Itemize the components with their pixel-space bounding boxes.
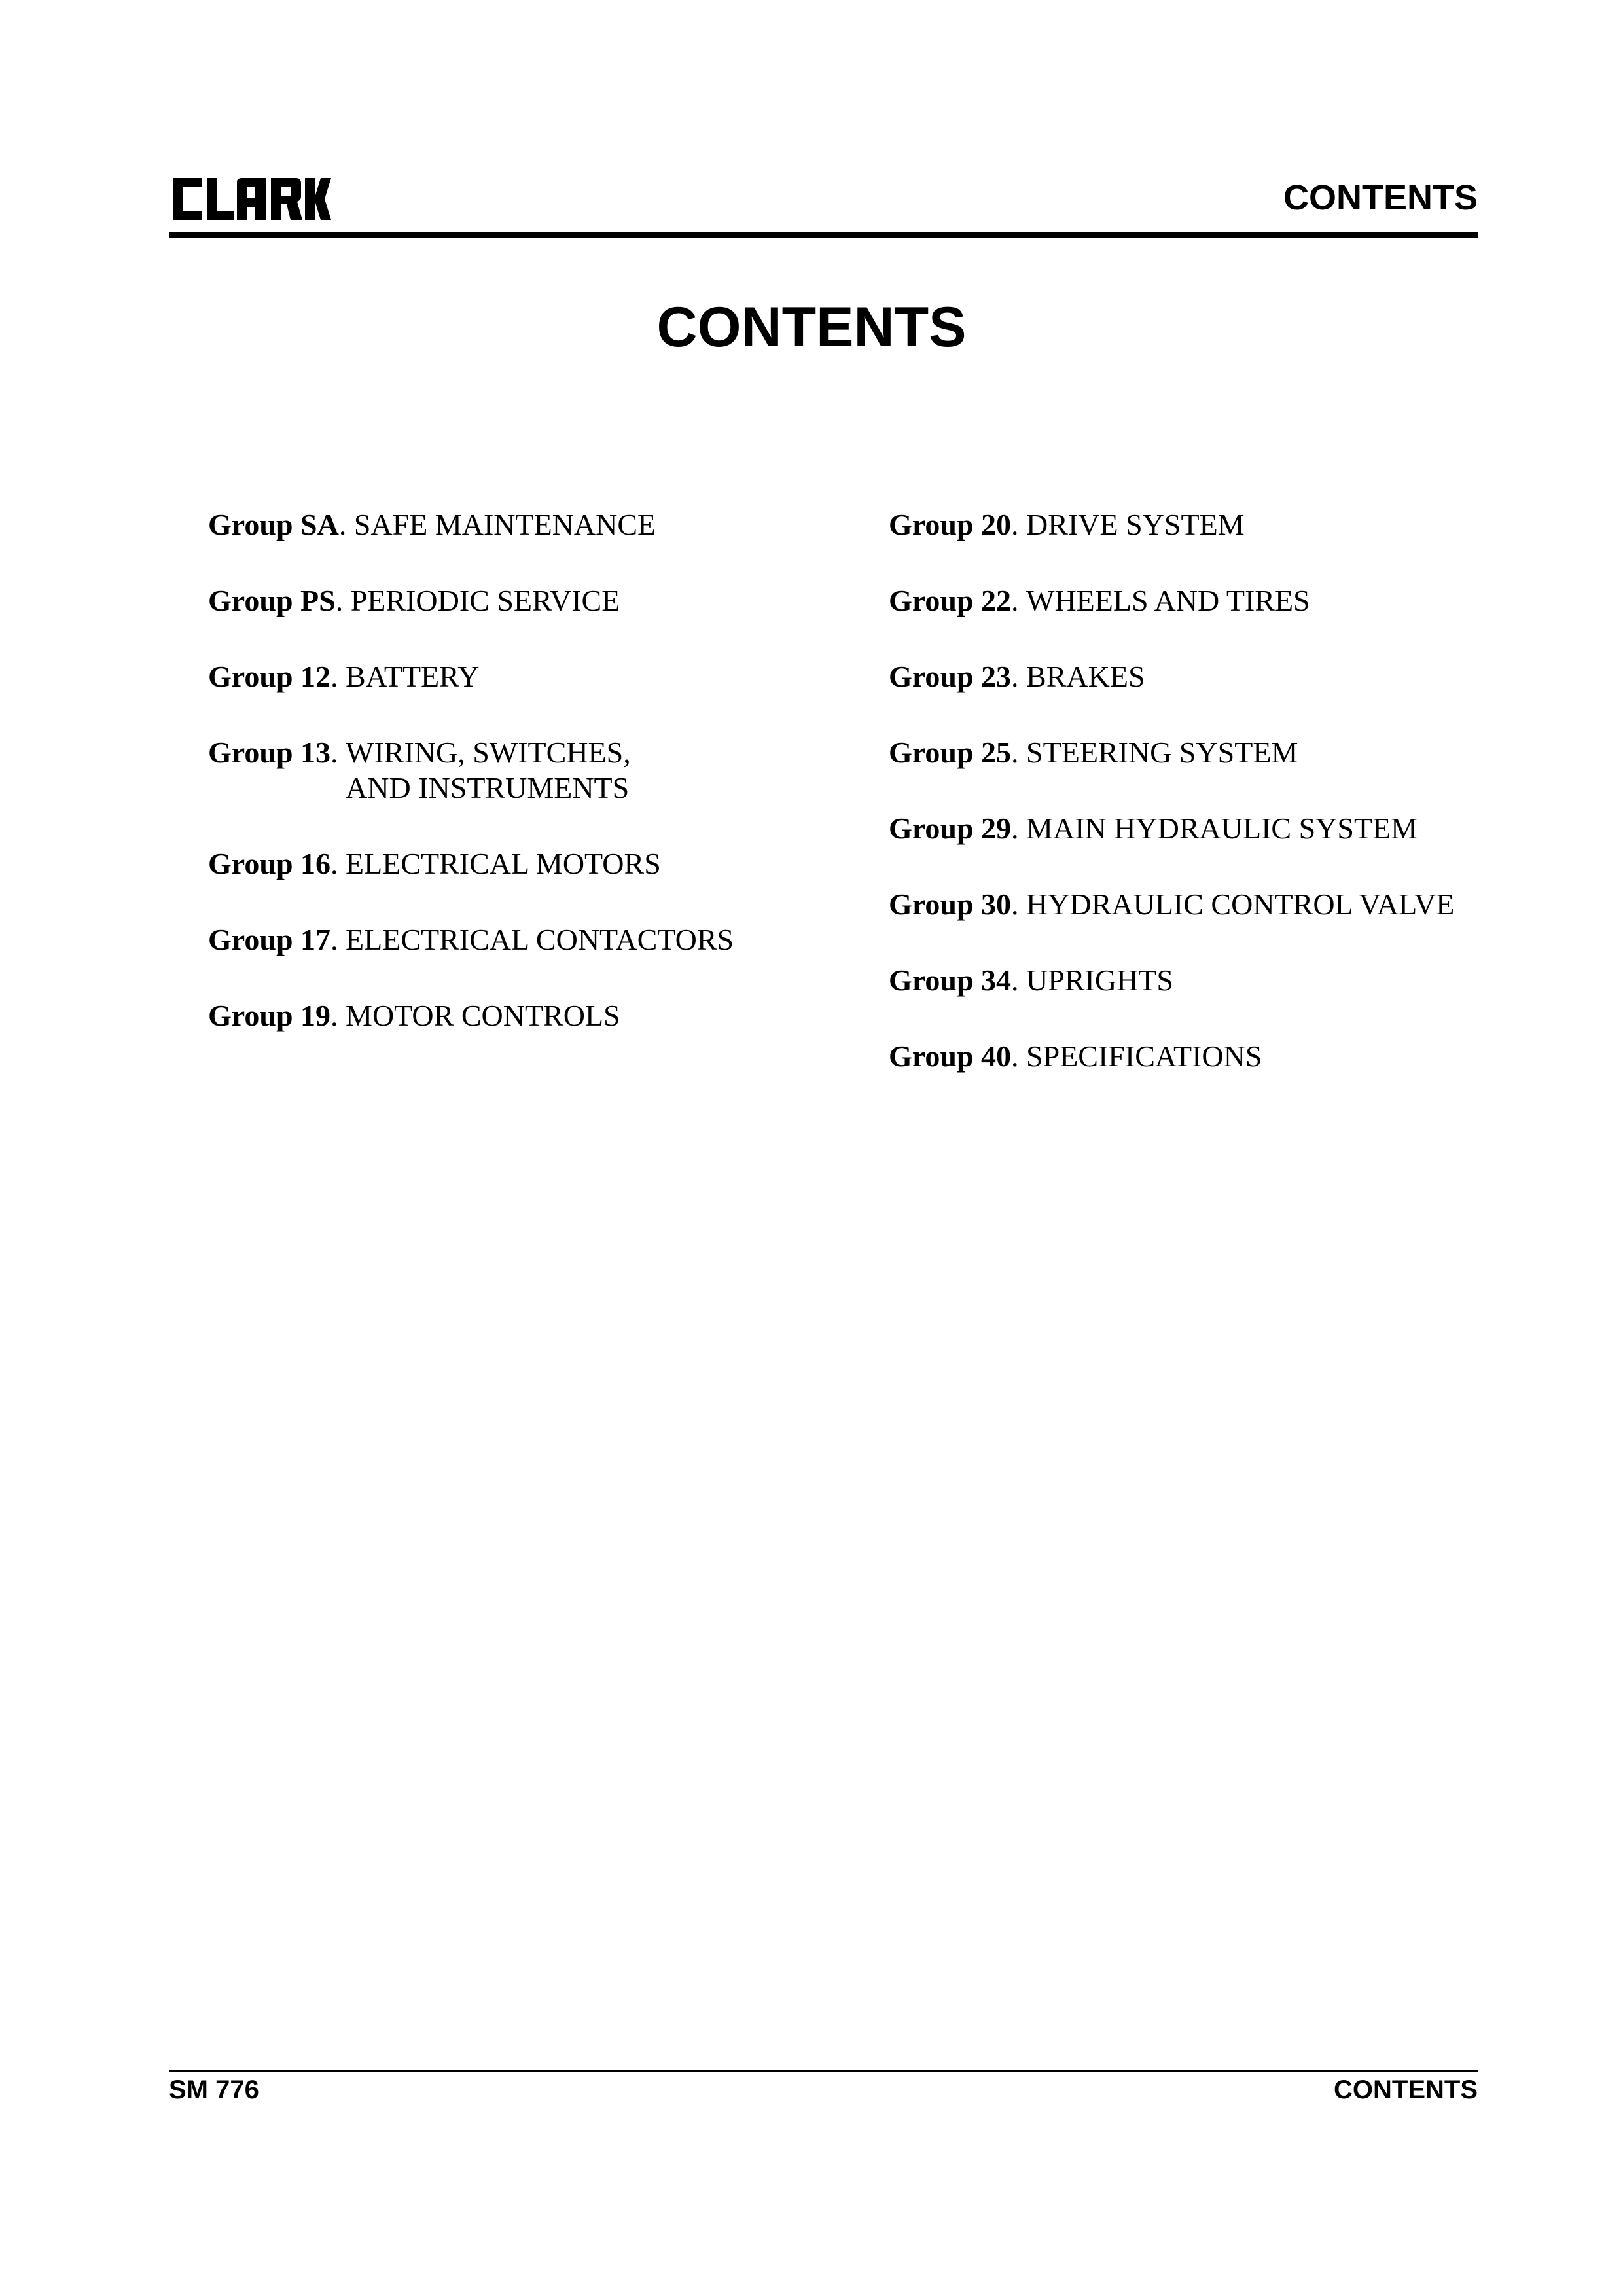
toc-entry-title	[346, 846, 661, 882]
toc-entry-title	[1026, 583, 1310, 619]
toc-entry-group-label: Group 13	[208, 736, 331, 769]
toc-entry-title-line: SAFE MAINTENANCE	[353, 508, 656, 541]
toc-entry-title	[346, 659, 479, 694]
toc-entry	[889, 583, 1478, 619]
toc-entry-group-label: Group 25	[889, 736, 1012, 769]
toc-entry-separator: .	[1011, 812, 1027, 845]
toc-entry	[889, 963, 1478, 998]
toc-entry	[208, 583, 863, 619]
footer-section-title: CONTENTS	[1334, 2075, 1478, 2104]
toc-entry-title-line: ELECTRICAL MOTORS	[346, 847, 661, 880]
toc-entry-group-label: Group 30	[889, 888, 1012, 921]
clark-logo	[169, 173, 332, 225]
toc-entry-title	[1026, 735, 1298, 770]
toc-entry-separator: .	[338, 508, 354, 541]
page-title: CONTENTS	[656, 296, 967, 359]
toc-entry	[889, 659, 1478, 694]
toc-entry-separator: .	[1011, 1039, 1027, 1073]
toc-entry-title	[1026, 507, 1245, 543]
toc-entry-title	[346, 735, 631, 806]
toc-entry-title	[1026, 811, 1418, 846]
toc-entry-separator: .	[1011, 660, 1027, 693]
toc-entry-group-label: Group 22	[889, 584, 1012, 617]
toc-entry-title	[1026, 659, 1145, 694]
toc-entry-title-line: PERIODIC SERVICE	[350, 584, 620, 617]
toc-entry-separator: .	[330, 847, 346, 880]
toc-entry	[208, 846, 863, 882]
toc-entry-separator: .	[330, 999, 346, 1032]
toc-entry	[208, 922, 863, 958]
toc-entry-title-line: HYDRAULIC CONTROL VALVE	[1026, 888, 1455, 921]
toc-entry-group-label: Group 20	[889, 508, 1012, 541]
toc-right-column	[889, 507, 1478, 1115]
toc-entry	[889, 735, 1478, 770]
toc-entry-title-line: DRIVE SYSTEM	[1026, 508, 1245, 541]
toc-entry-title	[1026, 963, 1173, 998]
toc-entry-separator: .	[1011, 888, 1027, 921]
toc-left-column	[208, 507, 863, 1074]
toc-entry-separator: .	[1011, 584, 1027, 617]
toc-entry-separator: .	[1011, 963, 1027, 997]
header-section-title: CONTENTS	[1283, 178, 1478, 217]
footer-rule	[169, 2070, 1478, 2072]
toc-entry-title-line: BRAKES	[1026, 660, 1145, 693]
toc-entry-group-label: Group PS	[208, 584, 336, 617]
footer-document-number: SM 776	[169, 2075, 259, 2104]
toc-entry-title	[346, 998, 620, 1033]
toc-entry-title-line: SPECIFICATIONS	[1026, 1039, 1262, 1073]
toc-entry-title-line: AND INSTRUMENTS	[346, 771, 630, 804]
toc-entry-separator: .	[330, 923, 346, 956]
toc-entry	[889, 811, 1478, 846]
toc-entry-separator: .	[330, 736, 346, 769]
toc-entry-title	[346, 922, 734, 958]
toc-entry-title-line: STEERING SYSTEM	[1026, 736, 1298, 769]
toc-entry-group-label: Group 12	[208, 660, 331, 693]
toc-entry-group-label: Group 29	[889, 812, 1012, 845]
toc-entry	[208, 998, 863, 1033]
header-rule	[169, 232, 1478, 238]
page-header	[169, 164, 1478, 236]
toc-entry	[889, 887, 1478, 922]
toc-entry	[208, 735, 863, 806]
toc-entry-title-line: WHEELS AND TIRES	[1026, 584, 1310, 617]
toc-entry-separator: .	[1011, 508, 1027, 541]
toc-entry-group-label: Group 23	[889, 660, 1012, 693]
toc-entry-group-label: Group SA	[208, 508, 339, 541]
toc-entry	[889, 507, 1478, 543]
toc-entry	[208, 507, 863, 543]
toc-entry-separator: .	[1011, 736, 1027, 769]
toc-entry-separator: .	[335, 584, 351, 617]
toc-entry-title-line: MAIN HYDRAULIC SYSTEM	[1026, 812, 1418, 845]
toc-entry-title-line: UPRIGHTS	[1026, 963, 1173, 997]
toc-entry-title-line: MOTOR CONTROLS	[346, 999, 620, 1032]
toc-entry-group-label: Group 16	[208, 847, 331, 880]
toc-entry-title-line: WIRING, SWITCHES,	[346, 736, 631, 769]
toc-entry-group-label: Group 40	[889, 1039, 1012, 1073]
toc-entry-group-label: Group 34	[889, 963, 1012, 997]
toc-entry-title-line: BATTERY	[346, 660, 480, 693]
toc-entry-group-label: Group 19	[208, 999, 331, 1032]
toc-entry-title	[351, 583, 620, 619]
toc-entry-title	[354, 507, 656, 543]
toc-entry-title	[1026, 887, 1454, 922]
toc-entry-separator: .	[330, 660, 346, 693]
toc-entry	[889, 1039, 1478, 1074]
toc-entry-title-line: ELECTRICAL CONTACTORS	[346, 923, 734, 956]
toc-entry	[208, 659, 863, 694]
toc-entry-title	[1026, 1039, 1262, 1074]
toc-entry-group-label: Group 17	[208, 923, 331, 956]
